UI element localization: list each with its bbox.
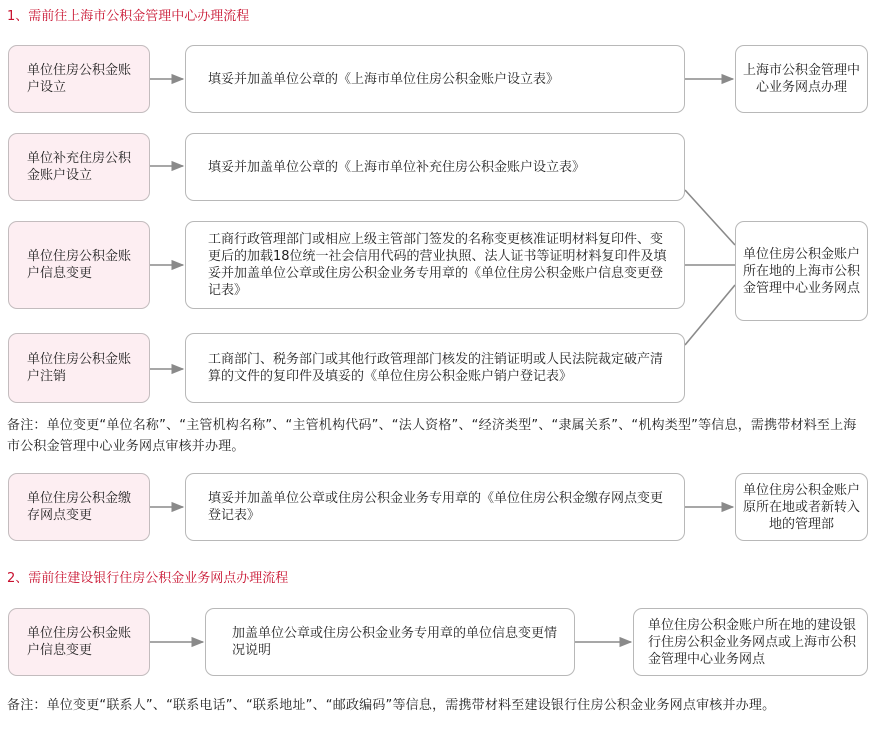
result-bank-branch: [633, 608, 868, 676]
step-account-setup: [8, 45, 150, 113]
step-info-change: [8, 221, 150, 309]
material-branch-change-text: 填妥并加盖单位公章或住房公积金业务专用章的《单位住房公积金缴存网点变更登记表》: [208, 491, 664, 523]
step-account-cancel-label: 单位住房公积金账户注销: [27, 352, 132, 384]
result-management-dept-text: 单位住房公积金账户原所在地或者新转入地的管理部: [742, 482, 860, 532]
result-management-dept: [735, 473, 868, 541]
step-supplementary-setup: [8, 133, 150, 201]
result-bank-branch-text: 单位住房公积金账户所在地的建设银行住房公积金业务网点或上海市公积金管理中心业务网点: [648, 617, 857, 667]
result-local-office-text: 单位住房公积金账户所在地的上海市公积金管理中心业务网点: [742, 246, 860, 296]
section2-heading: 2、需前往建设银行住房公积金业务网点办理流程: [7, 571, 289, 586]
material-info-change: [185, 221, 685, 309]
material-account-setup: [185, 45, 685, 113]
material-bank-info-change-text: 加盖单位公章或住房公积金业务专用章的单位信息变更情况说明: [232, 626, 558, 658]
material-account-setup-text: 填妥并加盖单位公章的《上海市单位住房公积金账户设立表》: [208, 71, 560, 87]
result-local-office: [735, 221, 868, 321]
material-account-cancel: [185, 333, 685, 403]
step-branch-change-label: 单位住房公积金缴存网点变更: [27, 491, 132, 523]
section1-note: 备注：单位变更“单位名称”、“主管机构名称”、“主管机构代码”、“法人资格”、“经济类型”、“隶属关系”、“机构类型”等信息，需携带材料至上海市公积金管理中心业务网点审核并办理。: [7, 418, 857, 454]
material-supplementary-setup-text: 填妥并加盖单位公章的《上海市单位补充住房公积金账户设立表》: [208, 159, 586, 175]
result-shanghai-office: [735, 45, 868, 113]
step-bank-info-change: [8, 608, 150, 676]
step-account-setup-label: 单位住房公积金账户设立: [27, 63, 132, 95]
step-branch-change: [8, 473, 150, 541]
connector-row2-result: [685, 190, 735, 245]
step-account-cancel: [8, 333, 150, 403]
step-bank-info-change-label: 单位住房公积金账户信息变更: [27, 626, 132, 658]
section2-note: 备注：单位变更“联系人”、“联系电话”、“联系地址”、“邮政编码”等信息，需携带材料至建设银行住房公积金业务网点审核并办理。: [7, 698, 776, 713]
material-supplementary-setup: [185, 133, 685, 201]
connector-row4-result: [685, 285, 735, 345]
material-account-cancel-text: 工商部门、税务部门或其他行政管理部门核发的注销证明或人民法院裁定破产清算的文件的复印件及填妥的《单位住房公积金账户销户登记表》: [208, 352, 664, 384]
section1-heading: 1、需前往上海市公积金管理中心办理流程: [7, 9, 250, 24]
step-info-change-label: 单位住房公积金账户信息变更: [27, 249, 132, 281]
material-branch-change: [185, 473, 685, 541]
step-supplementary-setup-label: 单位补充住房公积金账户设立: [27, 151, 132, 183]
material-bank-info-change: [205, 608, 575, 676]
result-shanghai-office-text: 上海市公积金管理中心业务网点办理: [742, 63, 860, 95]
material-info-change-text: 工商行政管理部门或相应上级主管部门签发的名称变更核准证明材料复印件、变更后的加载18位统一社会信用代码的营业执照、法人证书等证明材料复印件及填妥并加盖单位公章或住房公积金业务专用章的《单位住房公积金账户信息变更登记表》: [208, 232, 667, 298]
